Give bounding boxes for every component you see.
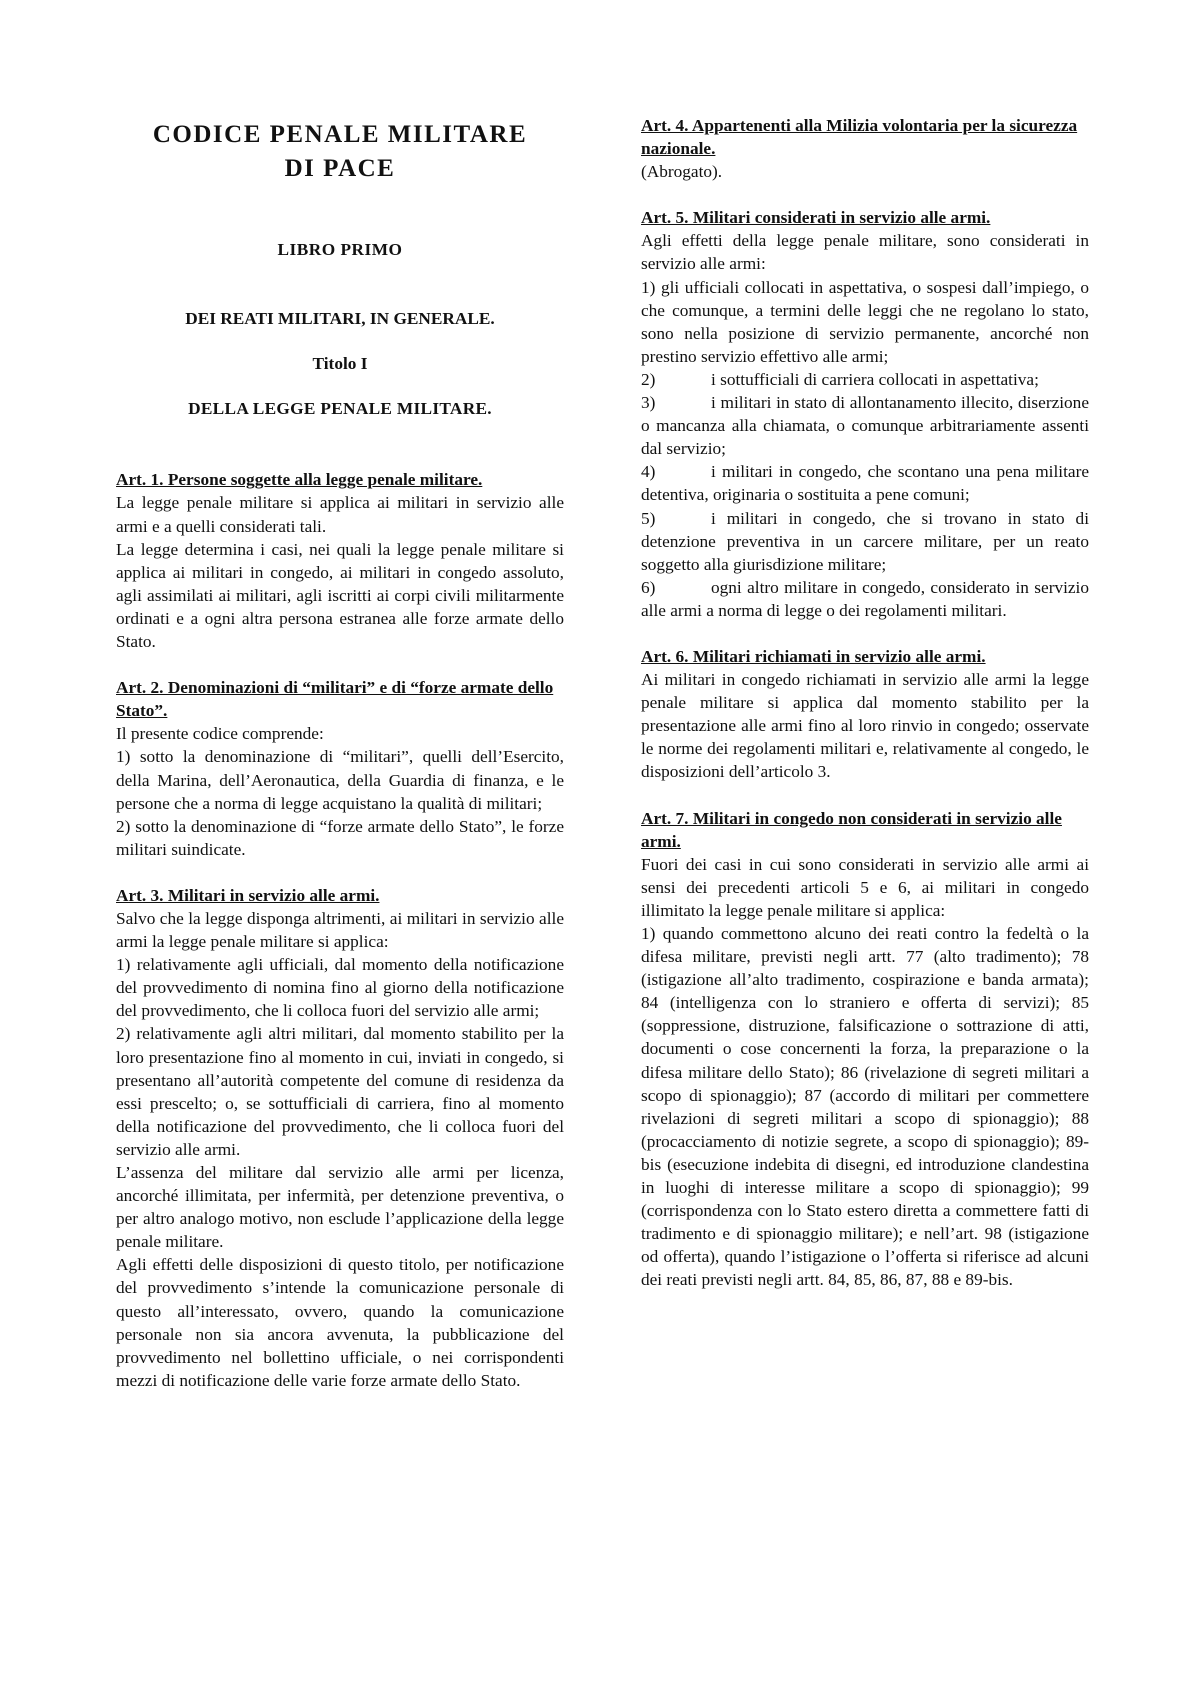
article-7-title: Art. 7. Militari in congedo non considerati in servizio alle armi. [641,808,1062,851]
article-2 [116,676,564,861]
item-text: i militari in congedo, che scontano una pena militare detentiva, originaria o sostituita a pene comuni; [641,462,1089,505]
article-2-paragraph: 1) sotto la denominazione di “militari”, quelli dell’Esercito, della Marina, dell’Aeronautica, della Guardia di finanza, e le persone che a norma di legge acquistano la qualità di militari; [116,747,564,813]
article-4-title: Art. 4. Appartenenti alla Milizia volontaria per la sicurezza nazionale. [641,116,1078,159]
article-2-title: Art. 2. Denominazioni di “militari” e di “forze armate dello Stato”. [116,678,554,721]
libro-heading: LIBRO PRIMO [277,240,403,259]
article-5-item [641,391,1089,460]
article-3-paragraph: 1) relativamente agli ufficiali, dal momento della notificazione del provvedimento di nomina fino al giorno della notificazione del provvedimento, che li colloca fuori del servizio alle armi; [116,955,564,1021]
article-5 [641,206,1089,622]
titolo-heading: Titolo I [312,354,368,374]
title-line-2: DI PACE [284,155,396,182]
article-5-title: Art. 5. Militari considerati in servizio alle armi. [641,208,991,228]
document-title [116,118,564,186]
item-number: 3) [641,393,656,413]
article-5-item [641,460,1089,506]
right-column [641,114,1089,1292]
titolo-name-heading: DELLA LEGGE PENALE MILITARE. [188,399,492,419]
title-line-1: CODICE PENALE MILITARE [152,121,528,148]
article-4 [641,114,1089,183]
article-4-paragraph: (Abrogato). [641,162,723,182]
article-6-paragraph: Ai militari in congedo richiamati in servizio alle armi la legge penale militare si applica dal momento stabilito per la presentazione alle armi fino al loro rinvio in congedo; osservate le norme dei regolamenti militari e, relativamente al congedo, le disposizioni dell’articolo 3. [641,670,1089,782]
article-3-paragraph: Salvo che la legge disponga altrimenti, ai militari in servizio alle armi la legge penale militare si applica: [116,908,564,952]
article-7-paragraph: 1) quando commettono alcuno dei reati contro la fedeltà o la difesa militare, previsti negli artt. 77 (alto tradimento); 78 (istigazione all’alto tradimento, cospirazione e banda armata); 84 (intelligenza con lo straniero e offerta di servizi); 85 (soppressione, distruzione, falsificazione o sottrazione di atti, documenti o cose concernenti la forza, la preparazione o la difesa militare dello Stato); 86 (rivelazione di segreti militari a scopo di spionaggio); 87 (accordo di militari per commettere rivelazioni di segreti militari a scopo di spionaggio); 88 (procacciamento di notizie segrete, a scopo di spionaggio); 89-bis (esecuzione indebita di disegni, ed introduzione clandestina in luoghi di interesse militare a scopo di spionaggio); 99 (corrispondenza con lo Stato estero diretta a commettere fatti di tradimento e di spionaggio militare); e nell’art. 98 (istigazione od offerta), quando l’istigazione o l’offerta si riferisce ad alcuni dei reati previsti negli artt. 84, 85, 86, 87, 88 e 89-bis. [641,924,1089,1290]
article-3 [116,884,564,1392]
article-3-paragraph: L’assenza del militare dal servizio alle armi per licenza, ancorché illimitata, per infermità, per detenzione preventiva, o per altro analogo motivo, non esclude l’applicazione della legge penale militare. [116,1163,564,1252]
article-5-item [641,576,1089,622]
item-text: i militari in stato di allontanamento illecito, diserzione o mancanza alla chiamata, o comunque arbitrariamente assenti dal servizio; [641,393,1089,459]
article-5-item: 1) gli ufficiali collocati in aspettativa, o sospesi dall’impiego, o che comunque, a termini delle leggi che ne regolano lo stato, sono nella posizione di servizio permanente, ancorché non prestino servizio effettivo alle armi; [641,277,1089,366]
article-1-title: Art. 1. Persone soggette alla legge penale militare. [116,470,483,490]
article-5-item [641,507,1089,576]
article-5-paragraph: Agli effetti della legge penale militare, sono considerati in servizio alle armi: [641,231,1089,274]
article-5-item [641,368,1089,391]
item-number: 6) [641,577,656,597]
left-column [116,114,564,1392]
parte-heading: DEI REATI MILITARI, IN GENERALE. [185,309,495,329]
article-2-paragraph: Il presente codice comprende: [116,724,324,744]
article-3-paragraph: 2) relativamente agli altri militari, dal momento stabilito per la loro presentazione fino al momento in cui, inviati in congedo, si presentano all’autorità competente del comune di residenza da essi prescelto; o, se sottufficiali di carriera, fino al momento della notificazione del provvedimento, che li colloca fuori del servizio alle armi. [116,1024,564,1159]
item-text: i militari in congedo, che si trovano in stato di detenzione preventiva in un carcere militare, per un reato soggetto alla giurisdizione militare; [641,508,1089,574]
article-7 [641,807,1089,1292]
item-text: i sottufficiali di carriera collocati in aspettativa; [711,369,1039,389]
article-2-paragraph: 2) sotto la denominazione di “forze armate dello Stato”, le forze militari suindicate. [116,816,564,859]
article-3-title: Art. 3. Militari in servizio alle armi. [116,885,380,905]
item-text: ogni altro militare in congedo, considerato in servizio alle armi a norma di legge o dei regolamenti militari. [641,577,1089,620]
article-7-paragraph: Fuori dei casi in cui sono considerati in servizio alle armi ai sensi dei precedenti articoli 5 e 6, ai militari in congedo illimitato la legge penale militare si applica: [641,854,1089,920]
item-number: 2) [641,369,656,389]
article-1-paragraph: La legge determina i casi, nei quali la legge penale militare si applica ai militari in congedo, ai militari in congedo assoluto, agli assimilati ai militari, agli iscritti ai corpi civili militarmente ordinati e a ogni altra persona estranea alle forze armate dello Stato. [116,539,564,652]
item-number: 4) [641,462,656,482]
article-6 [641,645,1089,784]
article-1-paragraph: La legge penale militare si applica ai militari in servizio alle armi e a quelli considerati tali. [116,493,564,536]
article-3-paragraph: Agli effetti delle disposizioni di questo titolo, per notificazione del provvedimento s’intende la comunicazione personale di questo all’interessato, ovvero, quando la comunicazione personale non sia ancora avvenuta, la pubblicazione del provvedimento nel bollettino ufficiale, o nei corrispondenti mezzi di notificazione delle varie forze armate dello Stato. [116,1255,564,1390]
article-1 [116,468,564,653]
article-6-title: Art. 6. Militari richiamati in servizio alle armi. [641,646,986,666]
item-number: 5) [641,508,656,528]
